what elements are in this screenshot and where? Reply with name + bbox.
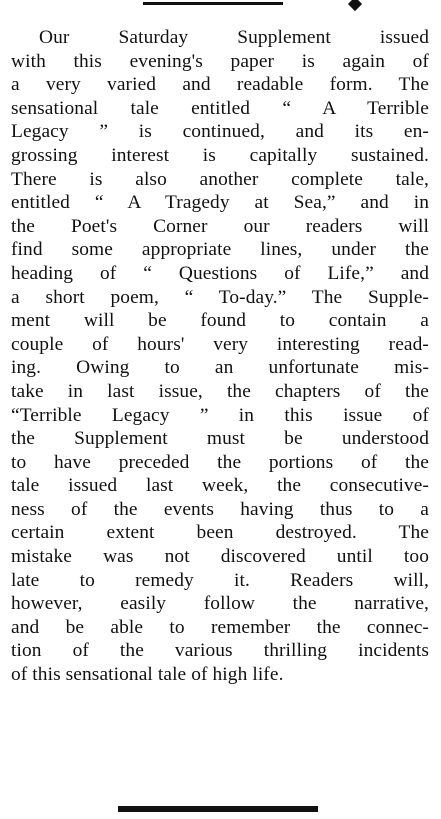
article-line: take in last issue, the chapters of the — [11, 380, 429, 402]
article-line: couple of hours' very interesting read- — [11, 333, 429, 355]
article-line: entitled “ A Tragedy at Sea,” and in — [11, 192, 429, 214]
article-line: with this evening's paper is again of — [11, 50, 429, 72]
article-column — [11, 26, 429, 687]
article-line: find some appropriate lines, under the — [11, 239, 429, 261]
article-line: mistake was not discovered until too — [11, 546, 429, 568]
article-line: ness of the events having thus to a — [11, 498, 429, 520]
article-line: late to remedy it. Readers will, — [11, 569, 429, 591]
article-line: grossing interest is capitally sustained. — [11, 144, 429, 166]
article-line: There is also another complete tale, — [11, 168, 429, 190]
bottom-rule — [118, 806, 318, 812]
article-line: ing. Owing to an unfortunate mis- — [11, 357, 429, 379]
article-line: “Terrible Legacy ” in this issue of — [11, 404, 429, 426]
article-line: the Poet's Corner our readers will — [11, 215, 429, 237]
top-ornament-rule — [143, 2, 283, 5]
article-line: certain extent been destroyed. The — [11, 522, 429, 544]
article-line: the Supplement must be understood — [11, 428, 429, 450]
ornament-diamond-icon — [348, 0, 362, 11]
article-line: tale issued last week, the consecutive- — [11, 475, 429, 497]
article-line: and be able to remember the connec- — [11, 616, 429, 638]
article-line: ment will be found to contain a — [11, 310, 429, 332]
article-line: to have preceded the portions of the — [11, 451, 429, 473]
article-line: Legacy ” is continued, and its en- — [11, 121, 429, 143]
article-line: of this sensational tale of high life. — [11, 664, 284, 686]
article-line: tion of the various thrilling incidents — [11, 640, 429, 662]
article-line: a very varied and readable form. The — [11, 74, 429, 96]
article-line: heading of “ Questions of Life,” and — [11, 262, 429, 284]
article-line: sensational tale entitled “ A Terrible — [11, 97, 429, 119]
article-line: however, easily follow the narrative, — [11, 593, 429, 615]
article-line: a short poem, “ To-day.” The Supple- — [11, 286, 429, 308]
article-line: Our Saturday Supplement issued — [39, 27, 429, 48]
